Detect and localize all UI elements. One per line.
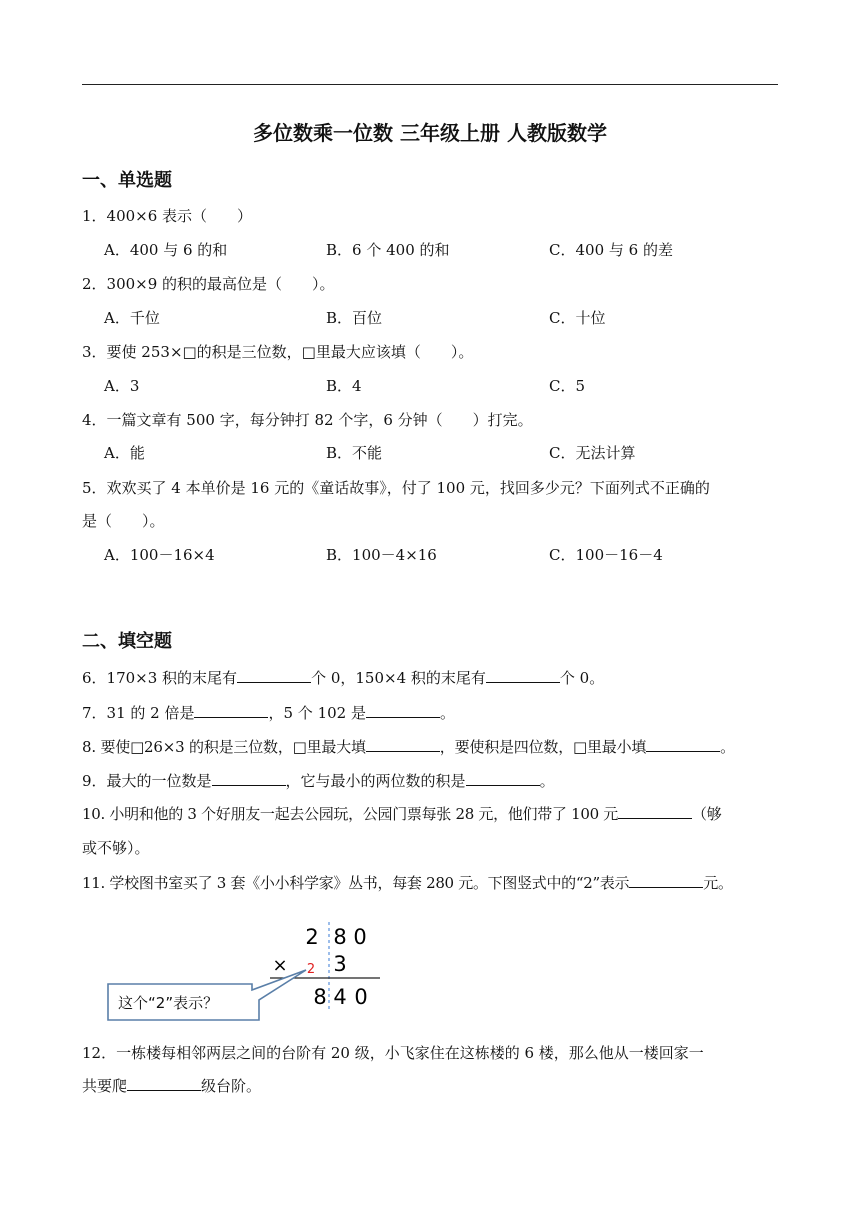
question-7-text-3: 。 xyxy=(439,704,455,722)
answer-blank[interactable] xyxy=(212,771,286,786)
question-4-option-c: C．无法计算 xyxy=(549,444,636,462)
question-11 xyxy=(82,873,733,893)
answer-blank[interactable] xyxy=(618,804,692,819)
question-2-option-c: C．十位 xyxy=(549,309,606,327)
question-7-text-2: ，5 个 102 是 xyxy=(268,704,366,722)
product-digit: 0 xyxy=(354,985,368,1009)
question-4-stem: 4．一篇文章有 500 字，每分钟打 82 个字，6 分钟（ ）打完。 xyxy=(82,411,533,429)
question-7 xyxy=(82,703,455,723)
question-5-option-a: A．100－16×4 xyxy=(104,546,215,564)
answer-blank[interactable] xyxy=(466,771,540,786)
header-rule xyxy=(82,84,778,85)
question-7-text-1: 7．31 的 2 倍是 xyxy=(82,704,195,722)
question-10-text-1: 10. 小明和他的 3 个好朋友一起去公园玩，公园门票每张 28 元，他们带了 100 元 xyxy=(82,805,618,823)
question-3-stem: 3．要使 253×□的积是三位数，□里最大应该填（ ）。 xyxy=(82,343,474,361)
question-10-cont: 或不够）。 xyxy=(82,839,150,857)
page-title: 多位数乘一位数 三年级上册 人教版数学 xyxy=(253,121,607,145)
question-1-option-b: B．6 个 400 的和 xyxy=(326,241,450,259)
question-5-option-b: B．100－4×16 xyxy=(326,546,437,564)
question-10-text-2: （够 xyxy=(692,805,722,823)
question-9 xyxy=(82,771,555,791)
multiplicand-digit: 2 xyxy=(305,925,319,949)
question-6 xyxy=(82,668,604,688)
question-8-text-3: 。 xyxy=(720,738,735,756)
question-4-option-b: B．不能 xyxy=(326,444,383,462)
question-6-text-2: 个 0，150×4 积的末尾有 xyxy=(311,669,486,687)
section-fill-blank: 二、填空题 xyxy=(82,631,172,652)
question-8 xyxy=(82,737,735,757)
answer-blank[interactable] xyxy=(194,703,268,718)
question-9-text-2: ，它与最小的两位数的积是 xyxy=(285,772,466,790)
multiplicand-digit: 8 xyxy=(333,925,347,949)
answer-blank[interactable] xyxy=(366,703,440,718)
question-2-option-a: A．千位 xyxy=(104,309,160,327)
question-5-option-c: C．100－16－4 xyxy=(549,546,663,564)
question-11-text-1: 11. 学校图书室买了 3 套《小小科学家》丛书，每套 280 元。下图竖式中的“2”表示 xyxy=(82,874,630,892)
answer-blank[interactable] xyxy=(366,737,440,752)
carry-digit: 2 xyxy=(306,962,316,977)
question-12-text-3: 级台阶。 xyxy=(201,1077,262,1095)
question-5-stem: 5．欢欢买了 4 本单价是 16 元的《童话故事》，付了 100 元，找回多少元？下面列式不正确的 xyxy=(82,479,710,497)
question-1-option-c: C．400 与 6 的差 xyxy=(549,241,673,259)
product-digit: 4 xyxy=(333,985,347,1009)
answer-blank[interactable] xyxy=(646,737,720,752)
question-12 xyxy=(82,1076,261,1096)
question-3-option-a: A．3 xyxy=(104,377,140,395)
section-single-choice: 一、单选题 xyxy=(82,170,172,191)
callout-text: 这个“2”表示？ xyxy=(118,994,219,1012)
question-10 xyxy=(82,804,721,824)
question-6-text-3: 个 0。 xyxy=(559,669,605,687)
question-3-option-b: B．4 xyxy=(326,377,362,395)
question-12-text-2: 共要爬 xyxy=(82,1077,128,1095)
product-digit: 8 xyxy=(313,985,327,1009)
question-6-text-1: 6．170×3 积的末尾有 xyxy=(82,669,238,687)
answer-blank[interactable] xyxy=(127,1076,201,1091)
answer-blank[interactable] xyxy=(237,668,311,683)
question-4-option-a: A．能 xyxy=(104,444,145,462)
question-2-stem: 2．300×9 的积的最高位是（ ）。 xyxy=(82,275,335,293)
multiplier-digit: 3 xyxy=(333,952,347,976)
question-11-text-2: 元。 xyxy=(703,874,733,892)
question-9-text-3: 。 xyxy=(539,772,555,790)
question-8-text-2: ，要使积是四位数，□里最小填 xyxy=(439,738,647,756)
question-5-stem-cont: 是（ ）。 xyxy=(82,512,165,530)
question-12-stem: 12．一栋楼每相邻两层之间的台阶有 20 级，小飞家住在这栋楼的 6 楼，那么他从一楼回家一 xyxy=(82,1044,704,1062)
question-8-text-1: 8. 要使□26×3 的积是三位数，□里最大填 xyxy=(82,738,366,756)
multiplicand-digit: 0 xyxy=(353,925,367,949)
question-1-option-a: A．400 与 6 的和 xyxy=(104,241,228,259)
answer-blank[interactable] xyxy=(486,668,560,683)
vertical-multiplication-figure xyxy=(104,918,404,1028)
question-1-stem: 1．400×6 表示（ ） xyxy=(82,207,253,225)
answer-blank[interactable] xyxy=(629,873,703,888)
question-9-text-1: 9．最大的一位数是 xyxy=(82,772,212,790)
question-2-option-b: B．百位 xyxy=(326,309,383,327)
question-3-option-c: C．5 xyxy=(549,377,586,395)
times-sign: × xyxy=(272,955,288,976)
